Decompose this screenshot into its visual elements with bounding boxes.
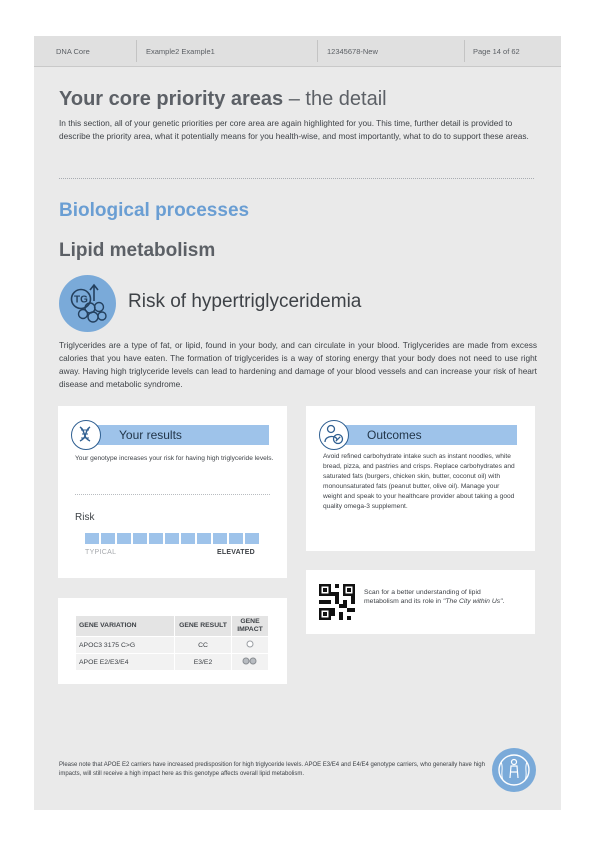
category-heading: Biological processes xyxy=(59,200,250,221)
outcomes-text: Avoid refined carbohydrate intake such as instant noodles, white bread, pizza, and pastries and crisps. Replace carbohydrates and saturated fats (burgers, chicken skin, butter, coconut oil) with monounsaturated fats (peanut butter, olive oil). Manage your weight and speak to your healthcare provider about taking a good quality omega-3 supplement. xyxy=(323,453,515,510)
low-impact-icon xyxy=(245,640,255,648)
page-number: Page 14 of 62 xyxy=(473,47,520,56)
gene-result-header: GENE RESULT xyxy=(175,616,232,637)
risk-scale-segment xyxy=(149,533,163,544)
dna-icon xyxy=(71,420,101,450)
qr-caption xyxy=(364,588,514,606)
header-divider xyxy=(317,40,318,62)
gene-table-header-row xyxy=(76,616,269,637)
high-impact-icon xyxy=(241,657,259,665)
gene-impact-cell xyxy=(232,654,269,671)
risk-scale-segment xyxy=(213,533,227,544)
outcomes-icon xyxy=(319,420,349,450)
risk-scale-segment xyxy=(165,533,179,544)
qr-card xyxy=(306,570,535,634)
outcomes-heading: Outcomes xyxy=(331,425,517,445)
risk-scale-segment xyxy=(85,533,99,544)
page-header xyxy=(34,36,561,67)
risk-title: Risk of hypertriglyceridemia xyxy=(128,291,362,312)
gene-impact-header: GENE IMPACT xyxy=(232,616,269,637)
scale-high-label: ELEVATED xyxy=(217,549,255,556)
product-name: DNA Core xyxy=(56,47,90,56)
results-heading: Your results xyxy=(83,425,269,445)
header-divider xyxy=(136,40,137,62)
risk-scale-segment xyxy=(101,533,115,544)
results-divider xyxy=(75,494,270,495)
gene-result-cell: CC xyxy=(175,637,232,654)
risk-label: Risk xyxy=(75,512,95,523)
section-title xyxy=(59,88,387,111)
outcomes-card xyxy=(306,406,535,551)
risk-description: Triglycerides are a type of fat, or lipid, found in your body, and can circulate in your blood. Triglycerides are made from excess calories that you have eaten. The formation of triglycerides is a way of storing energy that your body does not need to use right away. Having high triglyceride levels can lead to hardening and damage of your blood vessels and can increase your risk of heart disease and metabolic syndrome. xyxy=(59,340,537,389)
risk-scale-segment xyxy=(197,533,211,544)
triglyceride-icon xyxy=(59,275,116,332)
table-row xyxy=(76,654,269,671)
subcategory-heading: Lipid metabolism xyxy=(59,240,216,261)
gene-variation-header: GENE VARIATION xyxy=(76,616,175,637)
tg-icon-label: TG xyxy=(74,294,88,306)
qr-caption-text: Scan for a better understanding of lipid metabolism and its role in xyxy=(364,589,481,605)
header-divider xyxy=(464,40,465,62)
risk-scale-segment xyxy=(117,533,131,544)
table-row xyxy=(76,637,269,654)
gene-result-cell: E3/E2 xyxy=(175,654,232,671)
gene-variation-cell: APOC3 3175 C>G xyxy=(76,637,175,654)
risk-scale xyxy=(85,533,263,544)
scale-low-label: TYPICAL xyxy=(85,549,117,556)
client-name: Example2 Example1 xyxy=(146,47,215,56)
risk-scale-segment xyxy=(229,533,243,544)
results-text: Your genotype increases your risk for having high triglyceride levels. xyxy=(75,455,274,462)
report-page xyxy=(34,36,561,810)
qr-caption-end: . xyxy=(502,598,505,605)
risk-scale-segment xyxy=(245,533,259,544)
footnote: Please note that APOE E2 carriers have increased predisposition for high triglyceride levels. APOE E3/E4 and E4/E4 genotype carriers, who generally have high impacts, will still receive a high impact here as this genotype affects overall lipid metabolism. xyxy=(59,762,485,777)
dotted-divider xyxy=(59,178,534,179)
gene-table xyxy=(75,615,269,671)
results-card xyxy=(58,406,287,578)
section-title-light: – the detail xyxy=(283,88,387,110)
qr-caption-link[interactable]: "The City within Us" xyxy=(442,598,503,605)
report-id: 12345678-New xyxy=(327,47,378,56)
section-intro: In this section, all of your genetic priorities per core area are again highlighted for you. This time, further detail is provided to describe the priority area, what it potentially means for you health-wise, and most importantly, what to do to support these areas. xyxy=(59,118,529,141)
qr-code-icon[interactable] xyxy=(319,584,355,620)
section-title-bold: Your core priority areas xyxy=(59,88,284,110)
risk-scale-segment xyxy=(181,533,195,544)
gene-table-card xyxy=(58,598,287,684)
gene-variation-cell: APOE E2/E3/E4 xyxy=(76,654,175,671)
risk-scale-segment xyxy=(133,533,147,544)
dna-body-icon xyxy=(492,748,536,792)
gene-impact-cell xyxy=(232,637,269,654)
